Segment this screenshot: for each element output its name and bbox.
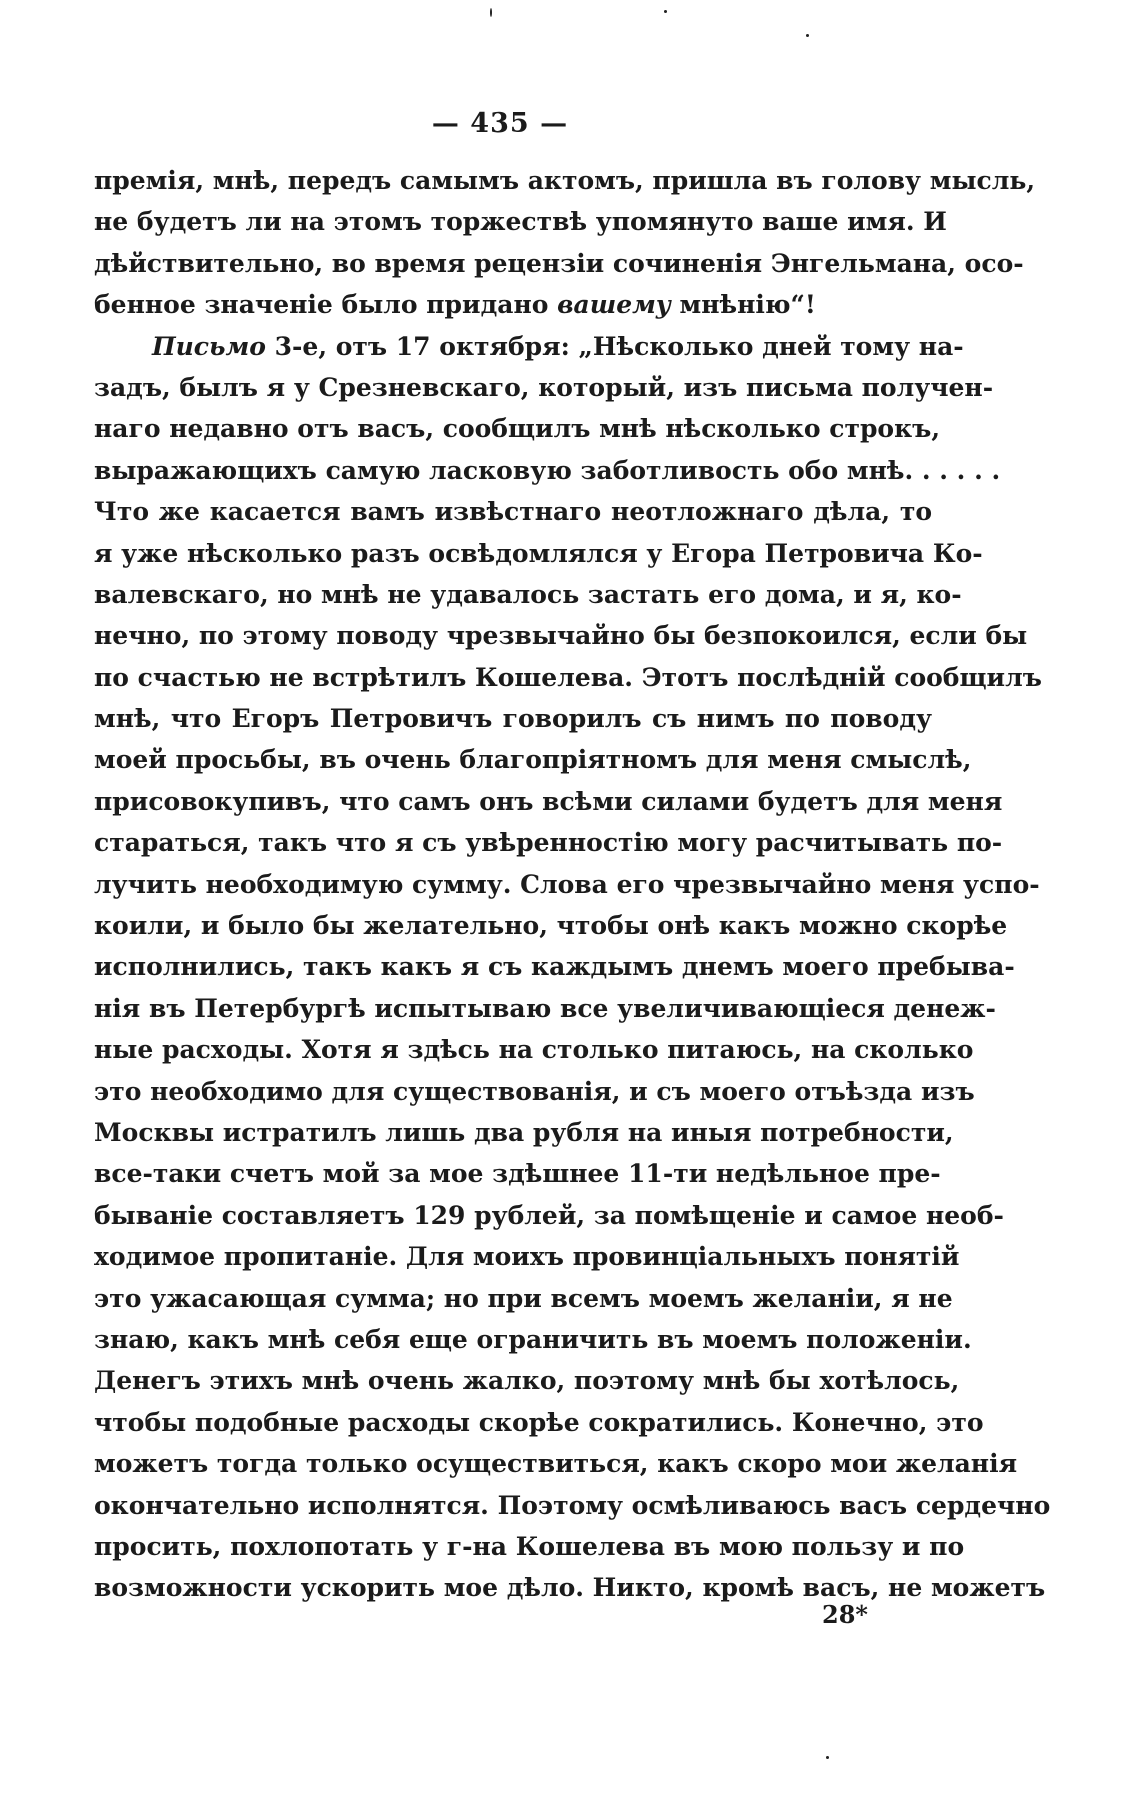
text-line: бываніе составляетъ 129 рублей, за помѣщеніе и самое необ- <box>94 1200 1004 1230</box>
text-line: бенное значеніе было придано вашему мнѣнію“! <box>94 290 816 320</box>
italic-emphasis: вашему <box>557 290 671 320</box>
text-line: можетъ тогда только осуществиться, какъ скоро мои желанія <box>94 1449 1018 1479</box>
text-line: возможности ускорить мое дѣло. Никто, кромѣ васъ, не можетъ <box>94 1573 1046 1603</box>
text-line: нія въ Петербургѣ испытываю все увеличивающіеся денеж- <box>94 993 996 1023</box>
scan-speck <box>664 10 667 13</box>
text-line-paragraph-start: Письмо 3-е, отъ 17 октября: „Нѣсколько дней тому на- <box>152 331 964 361</box>
text-line: по счастью не встрѣтилъ Кошелева. Этотъ послѣдній сообщилъ <box>94 662 1042 692</box>
text-line: знаю, какъ мнѣ себя еще ограничить въ моемъ положеніи. <box>94 1324 972 1354</box>
text-line: моей просьбы, въ очень благопріятномъ для меня смыслѣ, <box>94 745 972 775</box>
text-line: не будетъ ли на этомъ торжествѣ упомянуто ваше имя. И <box>94 207 947 237</box>
text-line: чтобы подобные расходы скорѣе сократились. Конечно, это <box>94 1407 984 1437</box>
text-line: мнѣ, что Егоръ Петровичъ говорилъ съ нимъ по поводу <box>94 704 932 734</box>
text-line: окончательно исполнятся. Поэтому осмѣливаюсь васъ сердечно <box>94 1490 1051 1520</box>
text-line: выражающихъ самую ласковую заботливость обо мнѣ. . . . . . <box>94 455 1001 485</box>
text-line: премія, мнѣ, передъ самымъ актомъ, пришла въ голову мысль, <box>94 166 1036 195</box>
scan-speck <box>826 1756 829 1759</box>
text-line: дѣйствительно, во время рецензіи сочиненія Энгельмана, осо- <box>94 248 1024 278</box>
text-line: просить, похлопотать у г-на Кошелева въ мою пользу и по <box>94 1531 965 1561</box>
text-line: это необходимо для существованія, и съ моего отъѣзда изъ <box>94 1076 975 1106</box>
text-line: исполнились, такъ какъ я съ каждымъ днемъ моего пребыва- <box>94 952 1015 982</box>
printer-signature-mark: 28* <box>822 1600 868 1629</box>
scan-speck <box>806 34 809 37</box>
text-line: коили, и было бы желательно, чтобы онѣ какъ можно скорѣе <box>94 911 1008 941</box>
text-line: Москвы истратилъ лишь два рубля на иныя потребности, <box>94 1117 954 1147</box>
italic-emphasis: Письмо <box>152 331 266 361</box>
text-line: это ужасающая сумма; но при всемъ моемъ желаніи, я не <box>94 1283 953 1313</box>
text-line: нечно, по этому поводу чрезвычайно бы безпокоился, если бы <box>94 621 1028 651</box>
text-line: я уже нѣсколько разъ освѣдомлялся у Егора Петровича Ко- <box>94 538 983 568</box>
text-line: наго недавно отъ васъ, сообщилъ мнѣ нѣсколько строкъ, <box>94 414 941 444</box>
text-line: ходимое пропитаніе. Для моихъ провинціальныхъ понятій <box>94 1242 960 1272</box>
text-line: присовокупивъ, что самъ онъ всѣми силами будетъ для меня <box>94 786 1003 816</box>
text-line: ные расходы. Хотя я здѣсь на столько питаюсь, на сколько <box>94 1035 974 1065</box>
scan-speck <box>490 8 492 17</box>
text-line: валевскаго, но мнѣ не удавалось застать его дома, и я, ко- <box>94 579 962 609</box>
body-text <box>94 160 1051 1609</box>
text-line: все-таки счетъ мой за мое здѣшнее 11-ти недѣльное пре- <box>94 1159 941 1189</box>
text-line: стараться, такъ что я съ увѣренностію могу расчитывать по- <box>94 828 1003 858</box>
text-line: лучить необходимую сумму. Слова его чрезвычайно меня успо- <box>94 869 1040 899</box>
text-line: задъ, былъ я у Срезневскаго, который, изъ письма получен- <box>94 372 994 402</box>
text-line: Денегъ этихъ мнѣ очень жалко, поэтому мнѣ бы хотѣлось, <box>94 1366 960 1396</box>
page-number: — 435 — <box>431 108 569 139</box>
text-line: Что же касается вамъ извѣстнаго неотложнаго дѣла, то <box>94 497 932 527</box>
